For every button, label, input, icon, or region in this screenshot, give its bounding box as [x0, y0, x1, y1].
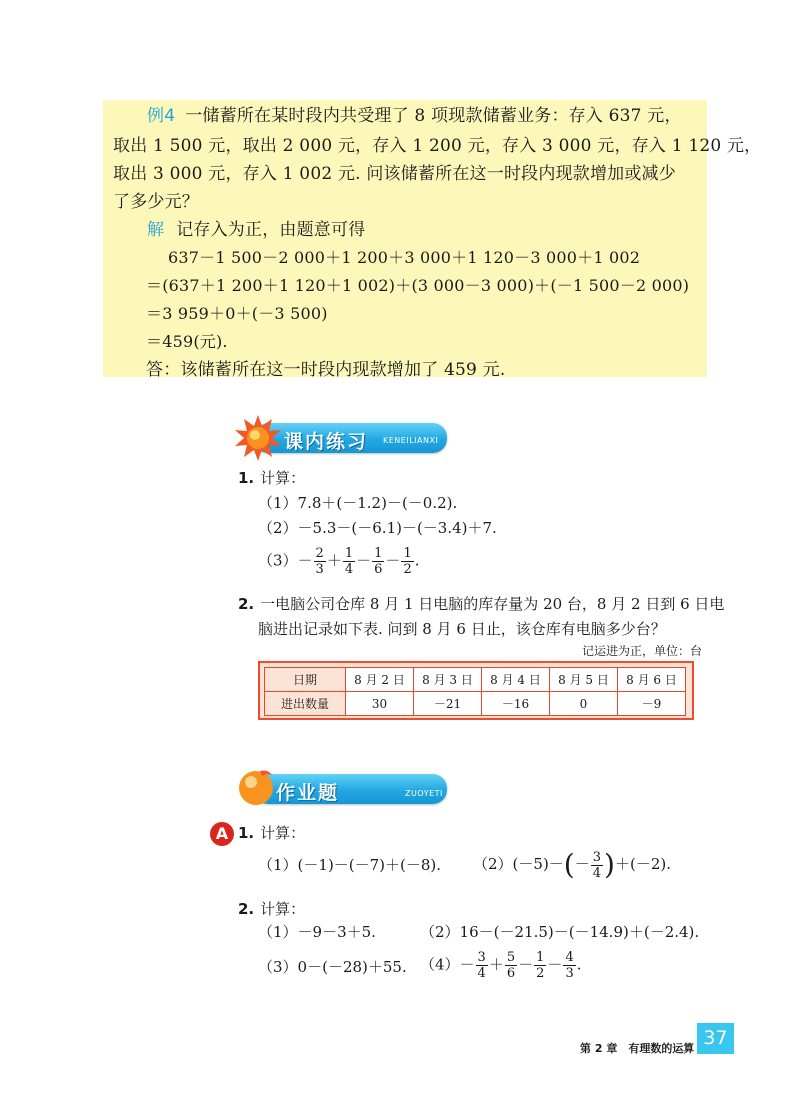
page-number: 37 [697, 1023, 734, 1054]
inventory-table [258, 661, 694, 720]
homework-q2-c: （3）0－(－28)＋55. [258, 958, 407, 976]
table-cell: －16 [482, 692, 550, 716]
table-row [265, 668, 686, 692]
calc-line-4: ＝459(元). [146, 332, 228, 351]
chapter-footer: 第 2 章 有理数的运算 [580, 1042, 695, 1055]
table-row-label: 进出数量 [265, 692, 346, 716]
homework-q2: 2. 计算： [238, 900, 306, 918]
homework-q1-b: （2）(－5)－(－ $\frac{3}{4}$ )＋(－2). [473, 848, 671, 881]
solution-label: 解 [147, 220, 165, 240]
fraction: $\frac{1}{2}$ [536, 950, 545, 981]
calc-line-3: ＝3 959＋0＋(－3 500) [146, 304, 328, 323]
calc-line-1: 637－1 500－2 000＋1 200＋3 000＋1 120－3 000＋1 002 [168, 248, 641, 267]
fraction: $\frac{1}{2}$ [403, 546, 412, 577]
example-line-4: 了多少元？ [113, 192, 199, 212]
table-header-label: 日期 [265, 668, 346, 692]
table-cell: －9 [618, 692, 686, 716]
practice-q1: 1. 计算： [238, 469, 306, 487]
practice-q2-line-2: 脑进出记录如下表. 问到 8 月 6 日止，该仓库有电脑多少台？ [258, 620, 666, 638]
practice-q1-b: （2）－5.3－(－6.1)－(－3.4)＋7. [258, 519, 497, 537]
solution-intro: 解 记存入为正，由题意可得 [147, 220, 366, 240]
inventory-table-grid [264, 667, 686, 716]
example-line-3: 取出 3 000 元，存入 1 002 元. 问该储蓄所在这一时段内现款增加或减少 [113, 164, 676, 184]
table-cell: 0 [550, 692, 618, 716]
answer-line: 答：该储蓄所在这一时段内现款增加了 459 元. [146, 360, 506, 380]
level-a-label: A [215, 824, 229, 843]
homework-subtitle: ZUOYETI [405, 789, 443, 798]
practice-subtitle: KENEILIANXI [383, 436, 439, 445]
practice-q1-c: （3）－ $\frac{2}{3}$ ＋ $\frac{1}{4}$ － $\frac{1}{6}$ － $\frac{1}{2}$ . [258, 546, 420, 577]
homework-q2-d: （4）－ $\frac{3}{4}$ ＋ $\frac{5}{6}$ － $\frac{1}{2}$ － $\frac{4}{3}$ . [420, 950, 582, 981]
homework-q1-a: （1）(－1)－(－7)＋(－8). [258, 856, 442, 874]
fraction: $\frac{2}{3}$ [315, 546, 324, 577]
example-line-1: 例4 一储蓄所在某时段内共受理了 8 项现款储蓄业务：存入 637 元， [147, 106, 682, 126]
example-line-2: 取出 1 500 元，取出 2 000 元，存入 1 200 元，存入 3 000 元，存入 1 120 元， [113, 136, 762, 156]
fraction: $\frac{1}{6}$ [374, 546, 383, 577]
fraction: $\frac{1}{4}$ [344, 546, 354, 577]
fraction: $\frac{5}{6}$ [506, 950, 516, 981]
homework-q1: 1. 计算： [238, 824, 306, 842]
table-cell: 8 月 3 日 [414, 668, 482, 692]
table-cell: 8 月 4 日 [482, 668, 550, 692]
practice-q2-line-1: 2. 一电脑公司仓库 8 月 1 日电脑的库存量为 20 台，8 月 2 日到 6 日电 [238, 595, 725, 613]
table-note: 记运进为正，单位：台 [582, 644, 703, 658]
table-row [265, 692, 686, 716]
orange-ball-icon [236, 767, 276, 807]
practice-title: 课内练习 [284, 431, 369, 453]
table-cell: 8 月 2 日 [346, 668, 414, 692]
practice-q1-a: （1）7.8＋(－1.2)－(－0.2). [258, 494, 458, 512]
example-label: 例4 [147, 106, 176, 126]
sun-icon [234, 414, 282, 462]
table-cell: 8 月 6 日 [618, 668, 686, 692]
homework-title: 作业题 [276, 782, 340, 804]
homework-q2-b: （2）16－(－21.5)－(－14.9)＋(－2.4). [420, 923, 700, 941]
table-cell: 30 [346, 692, 414, 716]
fraction: $\frac{4}{3}$ [565, 950, 574, 981]
fraction: $\frac{3}{4}$ [477, 950, 486, 981]
calc-line-2: ＝(637＋1 200＋1 120＋1 002)＋(3 000－3 000)＋(－1 500－2 000) [146, 276, 690, 295]
table-cell: 8 月 5 日 [550, 668, 618, 692]
fraction: $\frac{3}{4}$ [592, 849, 602, 881]
table-cell: －21 [414, 692, 482, 716]
homework-q2-a: （1）－9－3＋5. [258, 923, 376, 941]
